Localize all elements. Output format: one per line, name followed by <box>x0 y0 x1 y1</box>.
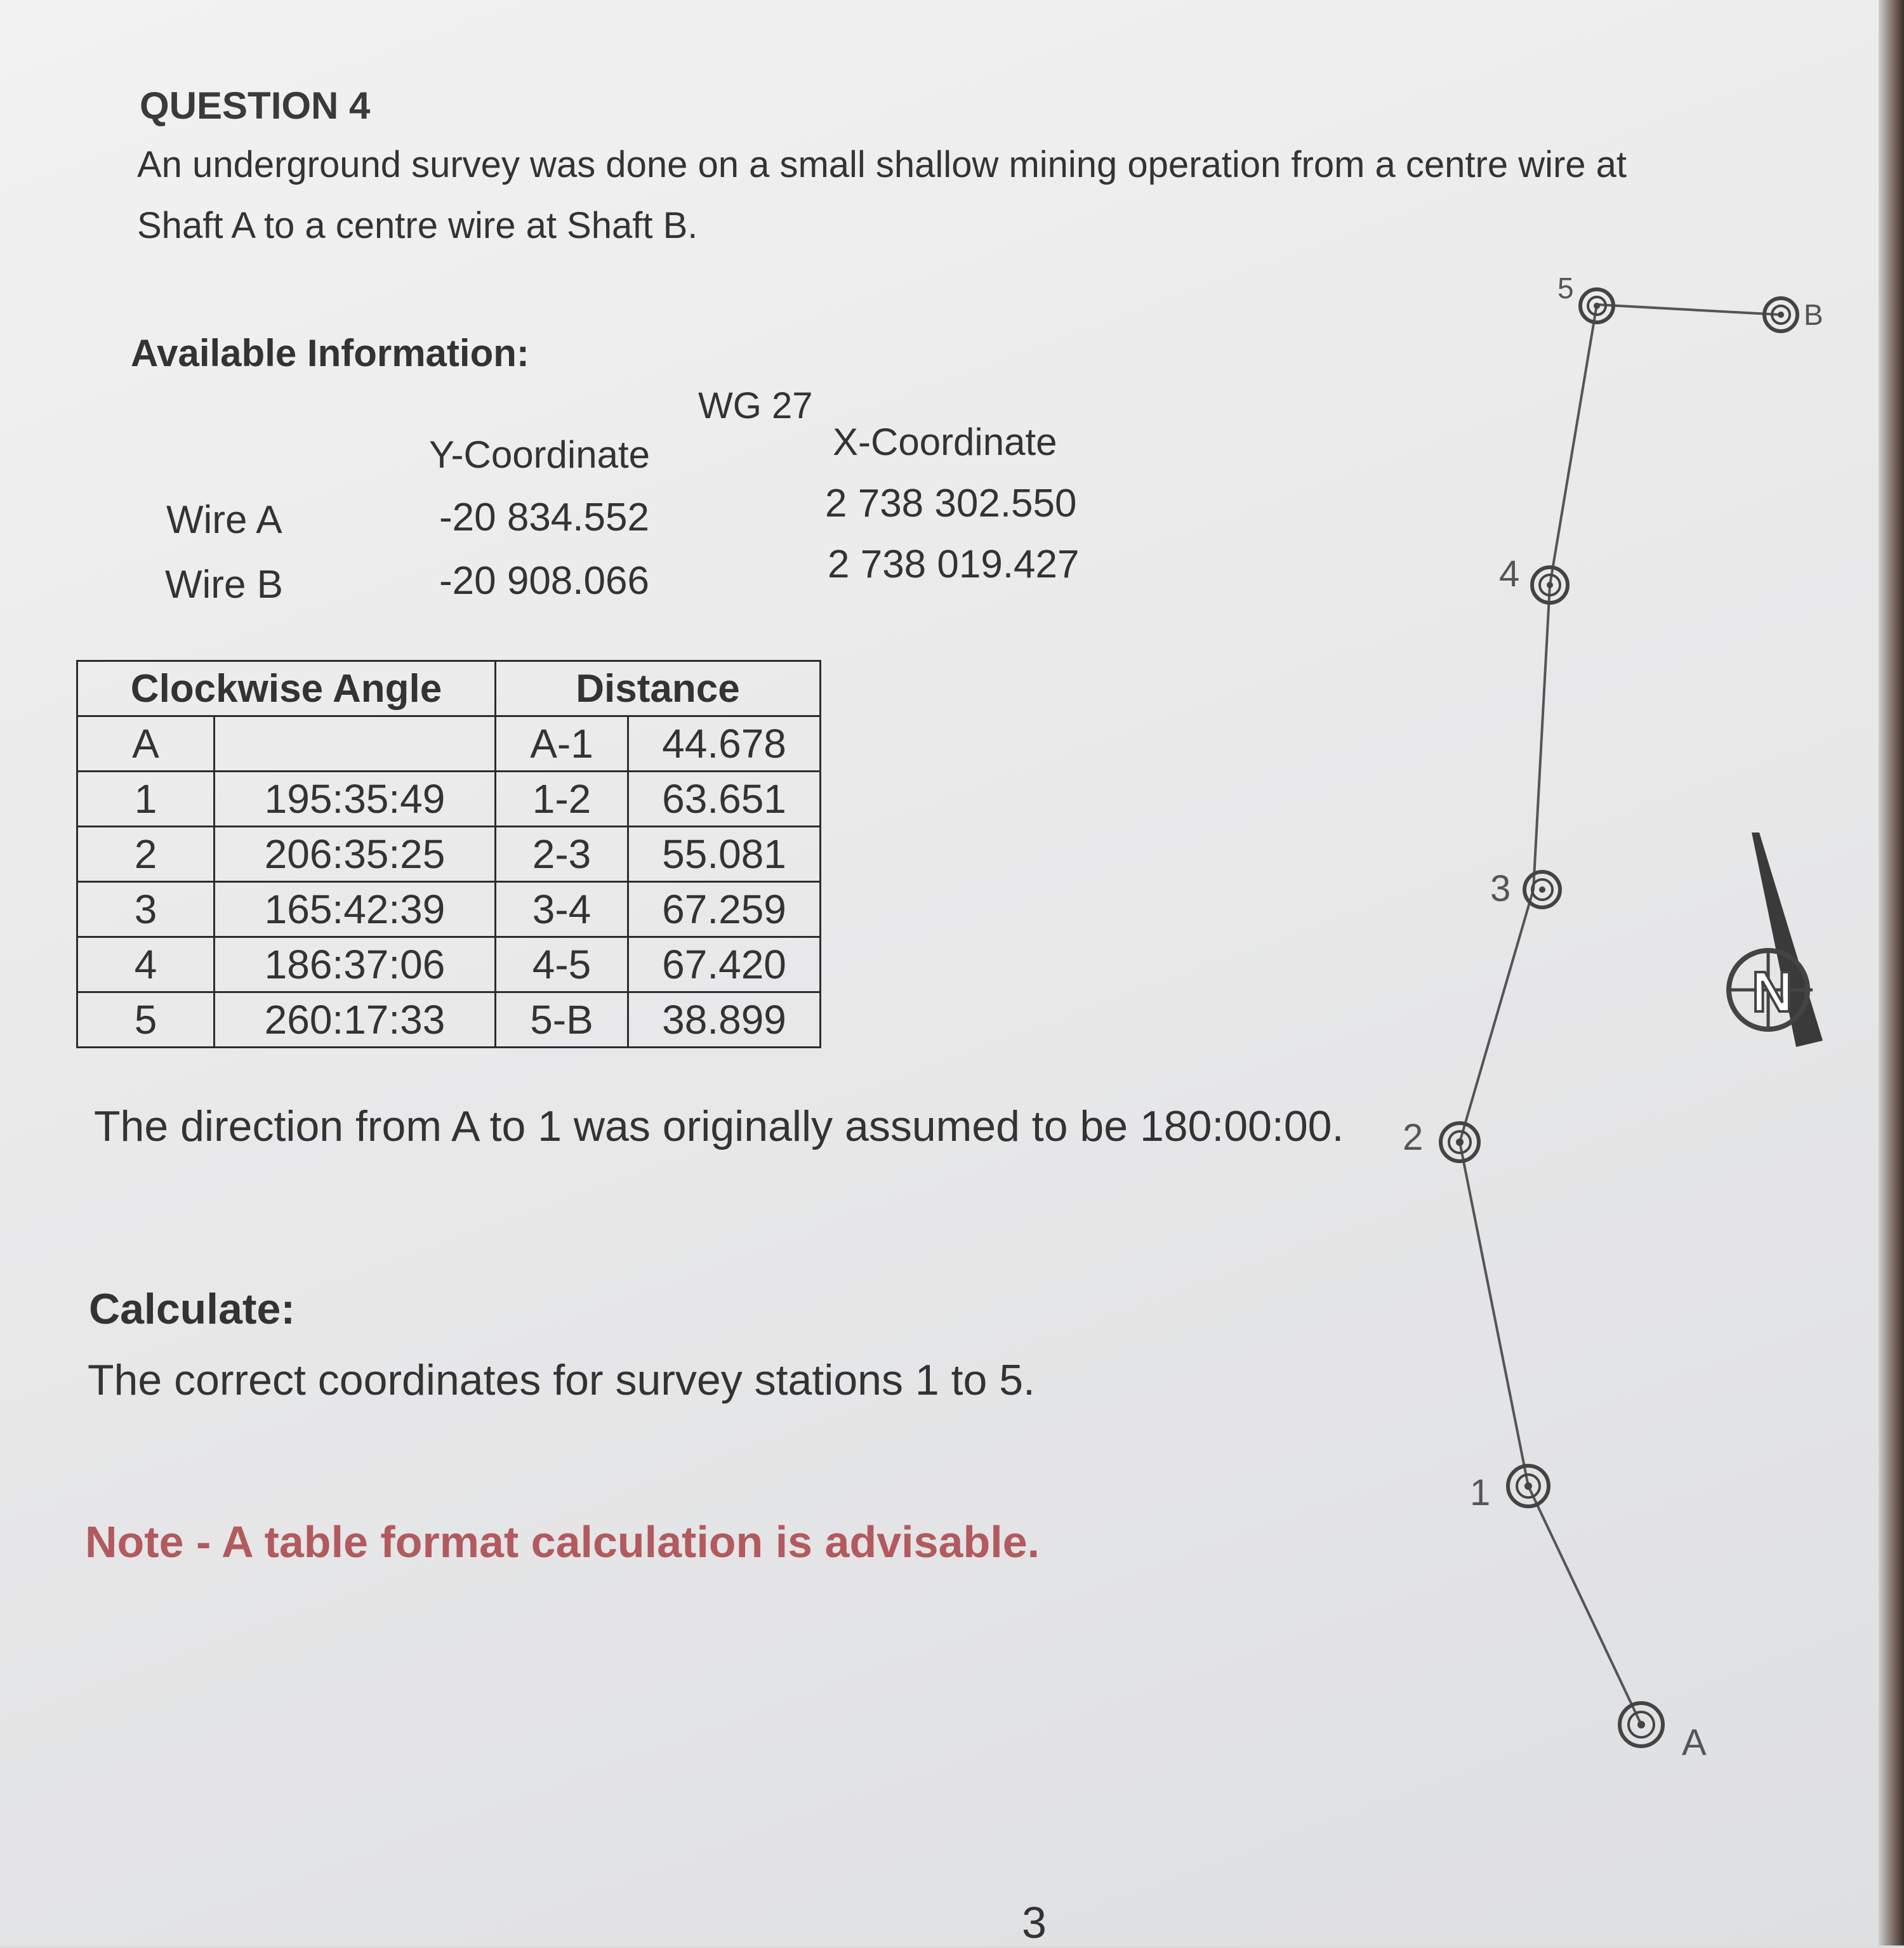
x-coordinate-header: X-Coordinate <box>833 421 1057 463</box>
wire-a-x: 2 738 302.550 <box>825 482 1077 525</box>
angle-cell: 206:35:25 <box>215 827 496 882</box>
distance-header: Distance <box>496 661 821 716</box>
angle-cell: 195:35:49 <box>215 772 496 827</box>
distance-cell: 67.259 <box>628 882 821 937</box>
distance-cell: 44.678 <box>628 716 821 772</box>
station-label-4: 4 <box>1499 553 1520 595</box>
wire-b-label: Wire B <box>165 563 283 607</box>
angle-cell: 165:42:39 <box>215 882 496 937</box>
wire-b-x: 2 738 019.427 <box>828 543 1080 586</box>
available-information-heading: Available Information: <box>131 332 529 374</box>
datum-label: WG 27 <box>698 385 813 426</box>
station-label-1: 1 <box>1470 1472 1491 1513</box>
station-marker-3 <box>1524 872 1560 907</box>
station-label-5: 5 <box>1557 272 1574 305</box>
leg-cell: A-1 <box>496 716 628 772</box>
note-text: Note - A table format calculation is advisable. <box>85 1517 1040 1567</box>
angle-cell: 186:37:06 <box>215 937 496 992</box>
station-cell: 2 <box>77 827 215 882</box>
angle-cell: 260:17:33 <box>215 992 496 1048</box>
wire-b-y: -20 908.066 <box>439 559 649 603</box>
calculate-heading: Calculate: <box>89 1285 295 1333</box>
distance-cell: 38.899 <box>628 992 821 1048</box>
question-intro: An underground survey was done on a small shallow mining operation from a centre wire at Shaft A to a centre wire at Shaft B. <box>137 144 1627 246</box>
station-cell: A <box>77 716 215 772</box>
direction-statement: The direction from A to 1 was originally assumed to be 180:00:00. <box>94 1102 1344 1150</box>
station-cell: 4 <box>77 937 215 992</box>
leg-cell: 3-4 <box>496 882 628 937</box>
distance-cell: 63.651 <box>628 772 821 827</box>
wire-a-label: Wire A <box>166 498 282 542</box>
station-label-b: B <box>1804 298 1823 331</box>
page-number: 3 <box>1022 1898 1047 1947</box>
station-label-a: A <box>1682 1722 1707 1763</box>
station-cell: 1 <box>77 772 215 827</box>
leg-cell: 1-2 <box>496 772 628 827</box>
north-label: N <box>1752 961 1793 1024</box>
leg-cell: 4-5 <box>496 937 628 992</box>
leg-cell: 5-B <box>496 992 628 1048</box>
station-marker-a <box>1620 1703 1663 1746</box>
wire-a-y: -20 834.552 <box>439 496 649 539</box>
distance-cell: 55.081 <box>628 827 821 882</box>
station-cell: 5 <box>77 992 215 1048</box>
calculate-text: The correct coordinates for survey stations 1 to 5. <box>88 1356 1035 1404</box>
traverse-line <box>1460 305 1781 1725</box>
clockwise-angle-header: Clockwise Angle <box>77 661 496 716</box>
y-coordinate-header: Y-Coordinate <box>429 433 651 476</box>
distance-cell: 67.420 <box>628 937 821 992</box>
leg-cell: 2-3 <box>496 827 628 882</box>
north-arrow-icon <box>1726 833 1823 1047</box>
station-label-3: 3 <box>1490 868 1511 909</box>
question-title: QUESTION 4 <box>140 84 371 127</box>
station-marker-1 <box>1508 1466 1549 1506</box>
station-label-2: 2 <box>1403 1117 1424 1158</box>
station-marker-2 <box>1441 1123 1479 1161</box>
station-cell: 3 <box>77 882 215 937</box>
